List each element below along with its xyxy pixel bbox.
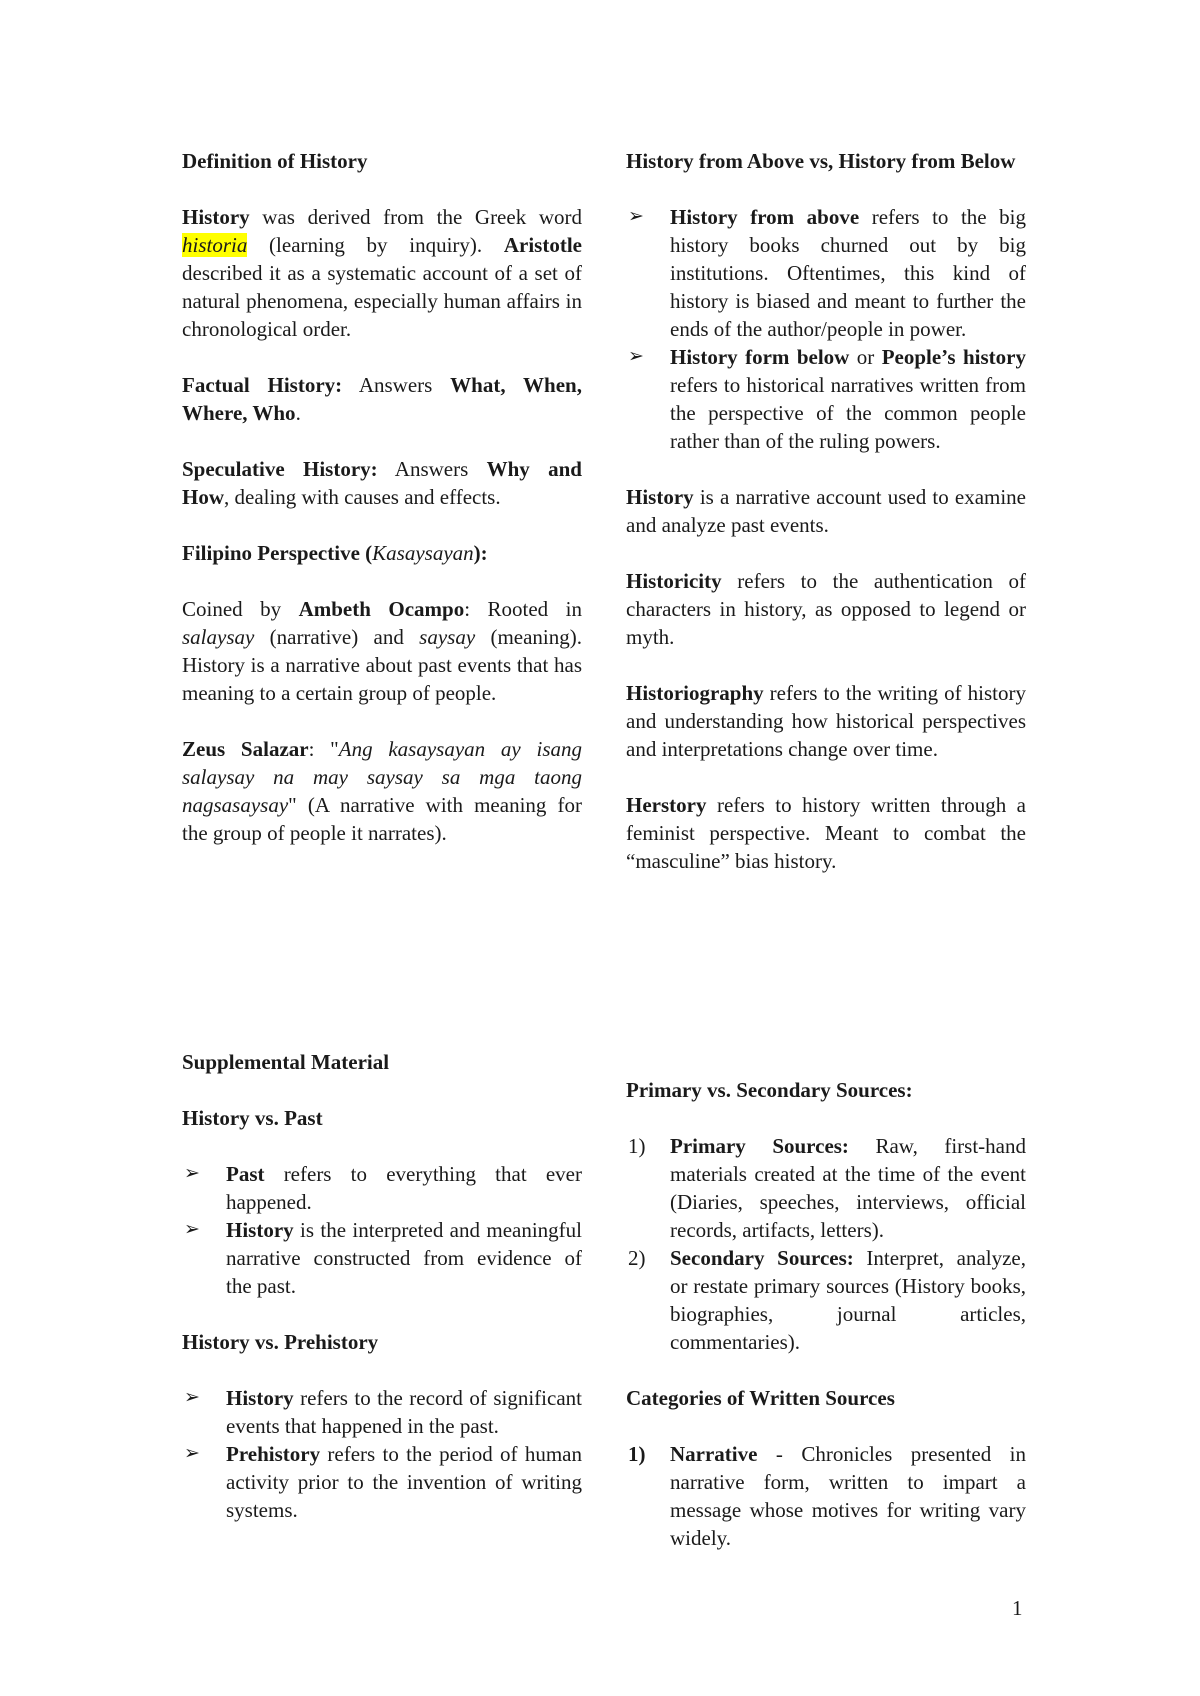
list-item: ➢ History refers to the record of significant events that happened in the past. <box>184 1386 582 1438</box>
list-number: 1) <box>628 1134 646 1158</box>
list-item: ➢ History form below or People’s history refers to historical narratives written from the perspective of the common people rather than of the ruling powers. <box>628 345 1026 453</box>
arrow-bullet-icon: ➢ <box>184 1443 200 1464</box>
categories-heading: Categories of Written Sources <box>626 1386 895 1410</box>
sources-list <box>626 1132 1026 1356</box>
herstory-paragraph: Herstory refers to history written through a feminist perspective. Meant to combat the “masculine” bias history. <box>626 793 1026 873</box>
list-number: 1) <box>628 1442 646 1466</box>
left-column-bottom <box>182 1048 582 1524</box>
arrow-bullet-icon: ➢ <box>628 346 644 367</box>
arrow-bullet-icon: ➢ <box>184 1163 200 1184</box>
categories-list <box>626 1440 1026 1552</box>
factual-history: Factual History: Answers What, When, Where, Who. <box>182 373 582 425</box>
history-vs-past-heading: History vs. Past <box>182 1106 323 1130</box>
salazar-paragraph: Zeus Salazar: "Ang kasaysayan ay isang salaysay na may saysay sa mga taong nagsasaysay" (A narrative with meaning for the group of people it narrates). <box>182 737 582 845</box>
list-item: 1) Primary Sources: Raw, first-hand materials created at the time of the event (Diaries, speeches, interviews, official records, artifacts, letters). <box>628 1134 1027 1242</box>
definition-heading: Definition of History <box>182 149 368 173</box>
ocampo-paragraph: Coined by Ambeth Ocampo: Rooted in salaysay (narrative) and saysay (meaning). History is a narrative about past events that has meaning to a certain group of people. <box>182 597 582 705</box>
right-column-bottom <box>626 1076 1026 1552</box>
historiography-paragraph: Historiography refers to the writing of history and understanding how historical perspectives and interpretations change over time. <box>626 681 1026 761</box>
highlighted-term: historia <box>182 233 248 257</box>
page-number: 1 <box>1012 1596 1023 1620</box>
arrow-bullet-icon: ➢ <box>184 1219 200 1240</box>
list-item: 1) Narrative - Chronicles presented in narrative form, written to impart a message whose motives for writing vary widely. <box>628 1442 1026 1550</box>
above-below-list <box>626 203 1026 455</box>
arrow-bullet-icon: ➢ <box>184 1387 200 1408</box>
history-vs-past-list <box>182 1160 582 1300</box>
right-column-top <box>626 147 1026 875</box>
above-below-heading: History from Above vs, History from Below <box>626 149 1016 173</box>
list-item: ➢ History is the interpreted and meaningful narrative constructed from evidence of the past. <box>184 1218 582 1298</box>
sources-heading: Primary vs. Secondary Sources: <box>626 1078 913 1102</box>
list-item: ➢ Past refers to everything that ever happened. <box>184 1162 582 1214</box>
left-column-top <box>182 147 582 847</box>
historicity-paragraph: Historicity refers to the authentication of characters in history, as opposed to legend or myth. <box>626 569 1026 649</box>
filipino-perspective-heading: Filipino Perspective (Kasaysayan): <box>182 541 488 565</box>
list-number: 2) <box>628 1246 646 1270</box>
list-item: ➢ Prehistory refers to the period of human activity prior to the invention of writing systems. <box>184 1442 582 1522</box>
history-narrative-paragraph: History is a narrative account used to examine and analyze past events. <box>626 485 1026 537</box>
list-item: ➢ History from above refers to the big history books churned out by big institutions. Oftentimes, this kind of history is biased and meant to further the ends of the author/people in power. <box>628 205 1026 341</box>
supplemental-heading: Supplemental Material <box>182 1050 390 1074</box>
arrow-bullet-icon: ➢ <box>628 206 644 227</box>
speculative-history: Speculative History: Answers Why and How, dealing with causes and effects. <box>182 457 582 509</box>
history-vs-prehistory-heading: History vs. Prehistory <box>182 1330 379 1354</box>
history-definition: History was derived from the Greek word historia (learning by inquiry). Aristotle described it as a systematic account of a set of natural phenomena, especially human affairs in chronological order. <box>182 205 582 341</box>
history-vs-prehistory-list <box>182 1384 582 1524</box>
list-item: 2) Secondary Sources: Interpret, analyze, or restate primary sources (History books, biographies, journal articles, commentaries). <box>628 1246 1026 1354</box>
